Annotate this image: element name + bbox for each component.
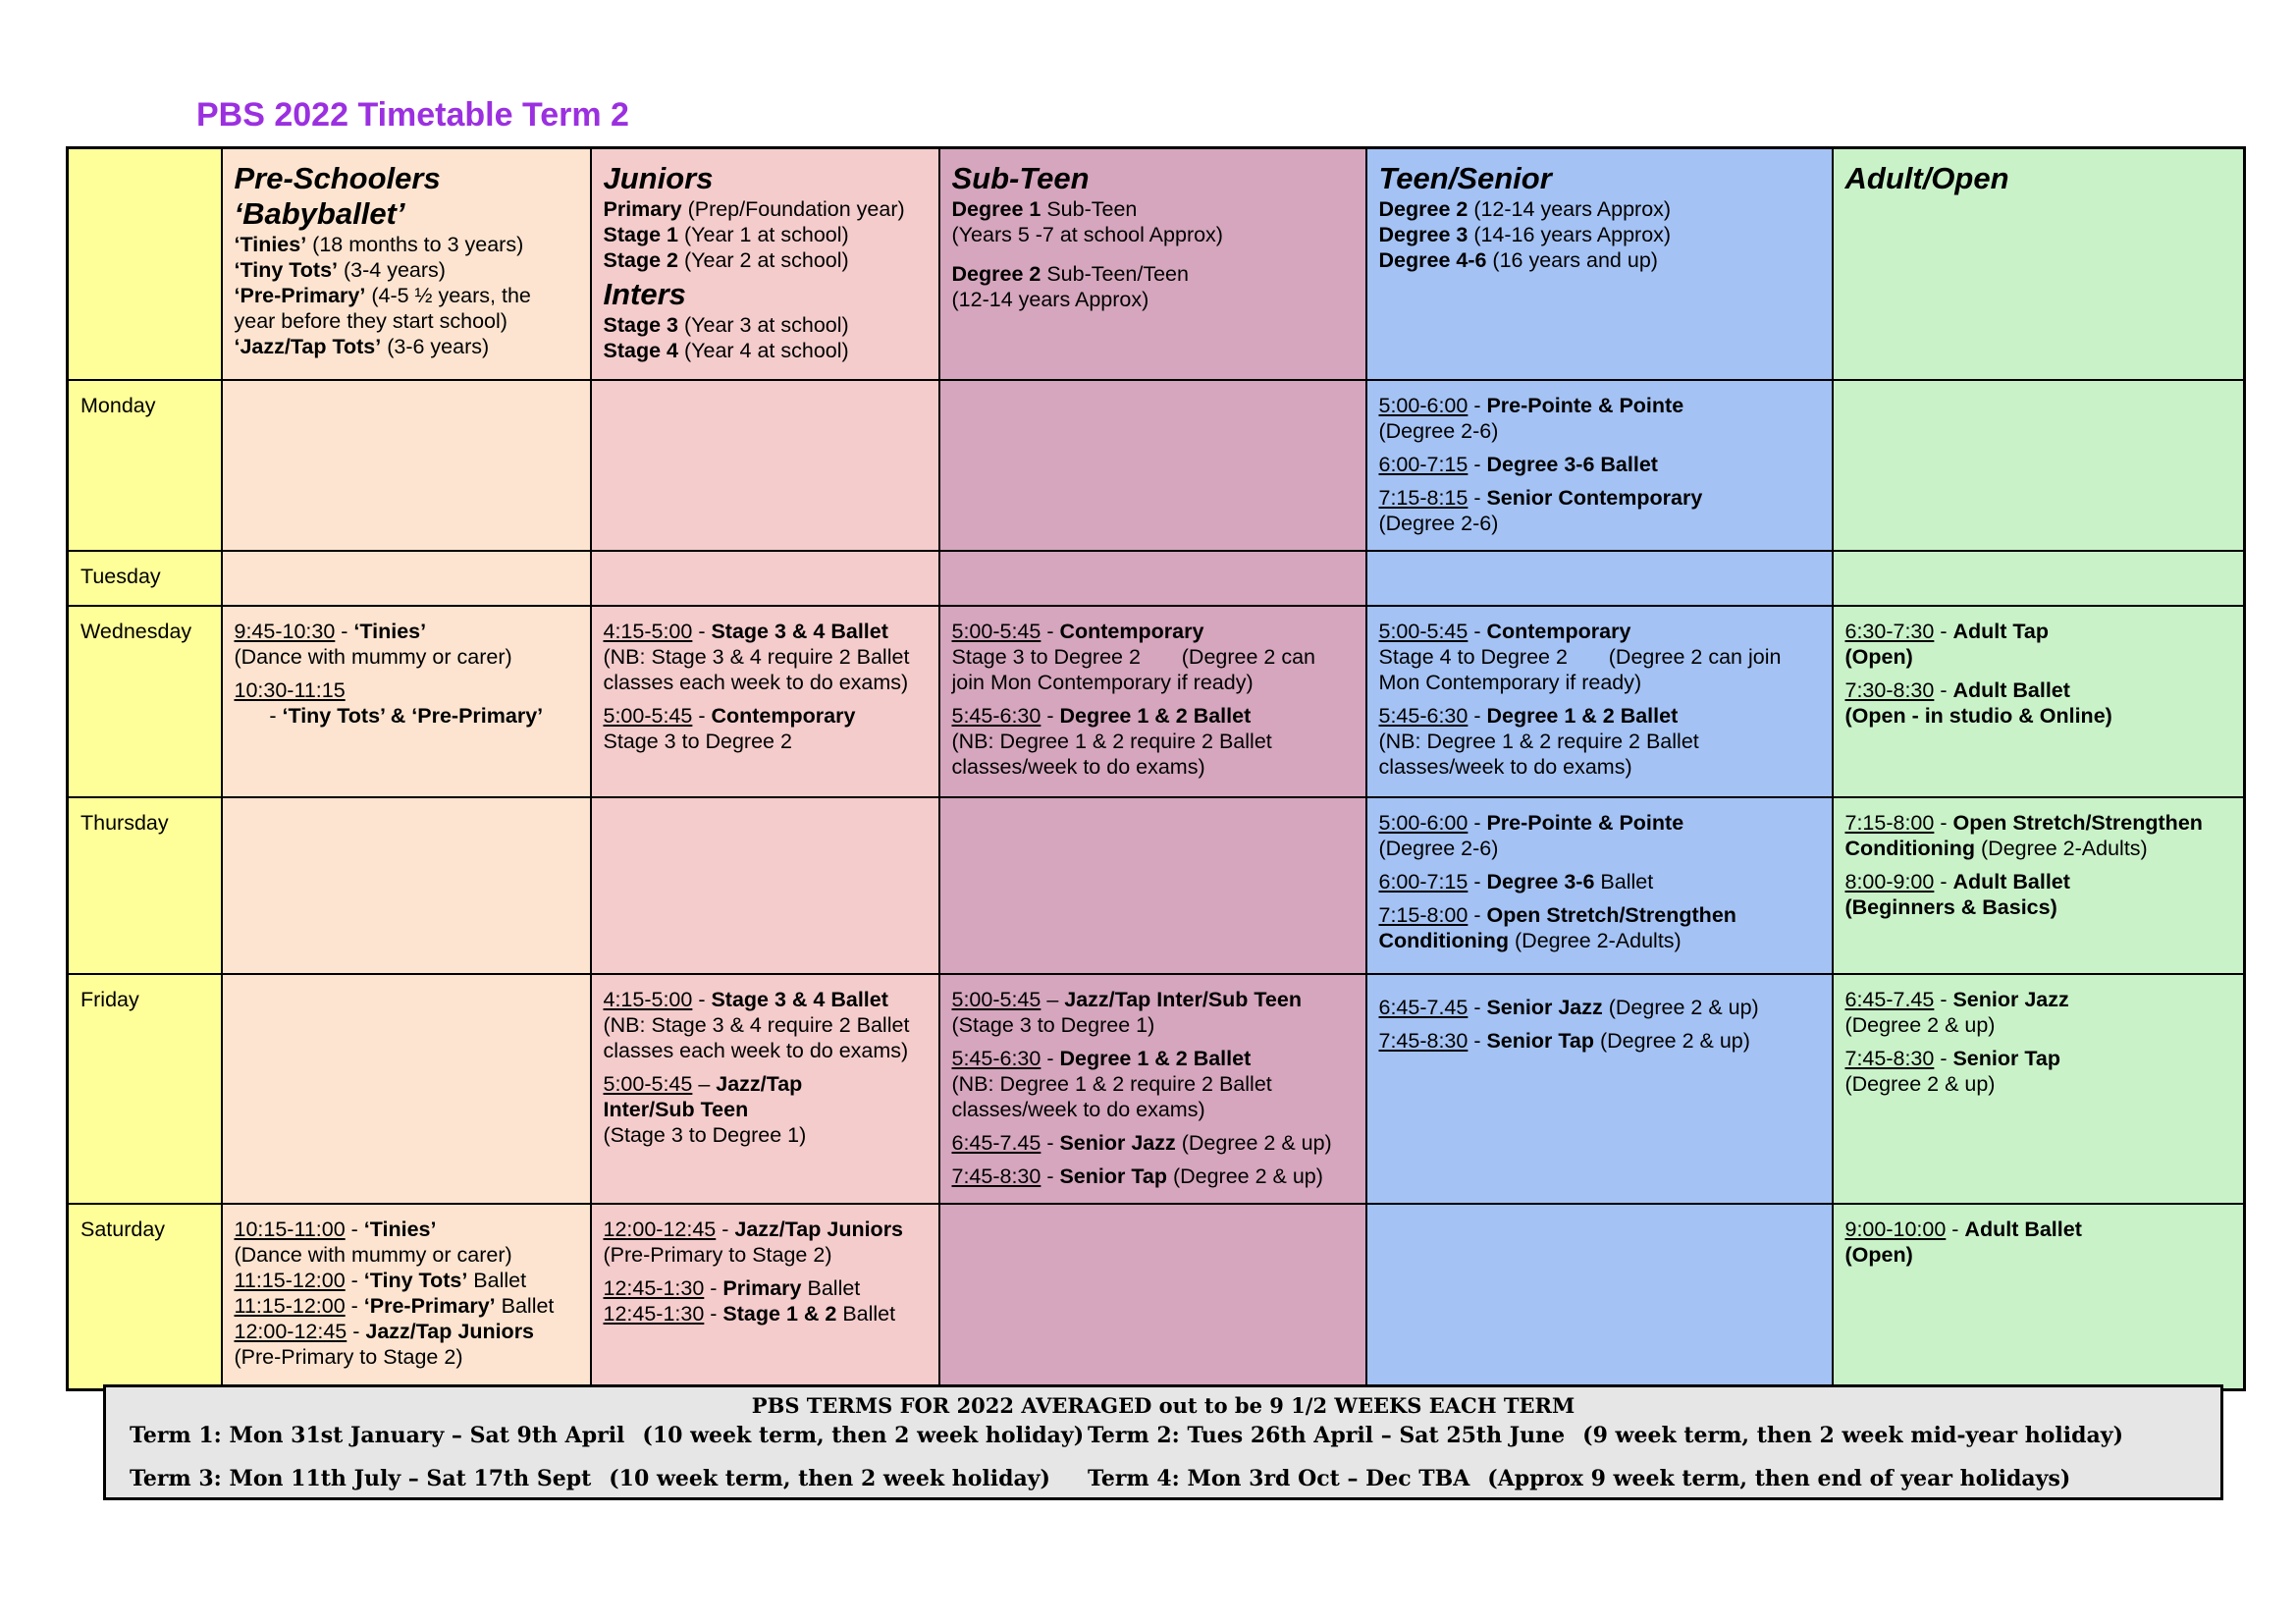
term-2	[1088, 1423, 2123, 1448]
class-detail: (NB: Stage 3 & 4 require 2 Ballet classes each week to do exams)	[603, 644, 910, 694]
class-detail: (Stage 3 to Degree 1)	[603, 1122, 807, 1147]
group-description-line	[952, 222, 1354, 247]
time-slot: 6:45-7.45	[1844, 987, 1935, 1011]
class-detail: -	[716, 1217, 735, 1241]
class-detail: (Year 2 at school)	[677, 248, 849, 272]
class-entry	[235, 1217, 578, 1370]
term-1	[130, 1423, 1084, 1448]
corner-cell	[68, 148, 222, 380]
class-entry	[952, 1164, 1354, 1189]
class-detail: (4-5 ½ years, the year before they start school)	[234, 284, 537, 333]
class-name: Jazz/Tap Juniors	[365, 1319, 535, 1343]
time-slot: 5:00-5:45	[1378, 619, 1468, 643]
schedule-cell	[1833, 1204, 2245, 1390]
term-note: (10 week term, then 2 week holiday)	[609, 1466, 1050, 1491]
class-entry	[1845, 1046, 2232, 1097]
schedule-cell	[939, 1204, 1366, 1390]
day-label: Monday	[68, 380, 222, 551]
group-description-line	[952, 261, 1354, 287]
time-slot: 7:45-8:30	[1378, 1028, 1468, 1053]
class-detail: (Prep/Foundation year)	[681, 197, 905, 221]
class-entry	[1845, 677, 2232, 729]
group-name-secondary: ‘Babyballet’	[234, 196, 405, 231]
class-detail: -	[692, 987, 712, 1011]
time-slot: 7:15-8:15	[1378, 485, 1468, 510]
schedule-cell	[591, 1204, 939, 1390]
group-description-line	[952, 247, 1354, 261]
class-detail: -	[1041, 1130, 1060, 1155]
class-detail: -	[1934, 1046, 1953, 1070]
class-entry	[604, 1275, 927, 1326]
class-detail: -	[1468, 1028, 1487, 1053]
class-detail: -	[345, 1217, 364, 1241]
term-note: (Approx 9 week term, then end of year holidays)	[1487, 1466, 2071, 1491]
class-name: Stage 1 & 2	[722, 1301, 837, 1326]
group-header-3	[1366, 148, 1833, 380]
class-detail: (16 years and up)	[1486, 248, 1658, 272]
group-header-row	[68, 148, 2245, 380]
class-detail: (NB: Degree 1 & 2 require 2 Ballet classes/week to do exams)	[1378, 729, 1699, 779]
term-dates: Term 3: Mon 11th July – Sat 17th Sept	[130, 1466, 592, 1491]
class-detail: -	[269, 703, 277, 728]
group-description-line	[1379, 222, 1820, 247]
class-entry	[604, 1071, 927, 1148]
class-detail: (3-6 years)	[381, 335, 490, 358]
group-description-line	[604, 222, 927, 247]
class-detail: -	[1468, 485, 1487, 510]
class-name: Adult Ballet (Beginners & Basics)	[1844, 869, 2070, 919]
time-slot: 5:00-5:45	[603, 703, 693, 728]
class-detail: (14-16 years Approx)	[1468, 223, 1672, 246]
class-detail: -	[704, 1301, 723, 1326]
class-detail: -	[1468, 393, 1487, 417]
class-name: ‘Pre-Primary’	[234, 284, 366, 307]
class-detail: Stage 3 to Degree 2	[603, 729, 792, 753]
class-name: Stage 2	[603, 248, 678, 272]
time-slot: 11:15-12:00	[234, 1293, 346, 1318]
class-detail: -	[1468, 995, 1487, 1019]
class-detail: (Degree 2-Adults)	[1975, 836, 2148, 860]
class-detail: (Year 4 at school)	[677, 339, 849, 362]
class-detail: Stage 4 to Degree 2 (Degree 2 can join Mon Contemporary if ready)	[1378, 644, 1782, 694]
class-name: Degree 1	[951, 197, 1041, 221]
class-detail: -	[1934, 987, 1953, 1011]
timetable	[66, 146, 2246, 1391]
class-detail: -	[1468, 703, 1487, 728]
class-detail: -	[1041, 1164, 1060, 1188]
class-name: ‘Pre-Primary’	[363, 1293, 496, 1318]
schedule-cell	[1833, 974, 2245, 1204]
class-entry	[1379, 810, 1820, 861]
class-detail: (Degree 2 & up)	[1593, 1028, 1750, 1053]
schedule-cell	[1366, 551, 1833, 606]
group-description-line	[604, 312, 927, 338]
day-row-tuesday	[68, 551, 2245, 606]
class-name: ‘Tinies’	[234, 233, 307, 256]
class-entry	[235, 619, 578, 670]
class-entry	[952, 703, 1354, 780]
class-name: Senior Tap	[1059, 1164, 1167, 1188]
time-slot: 6:30-7:30	[1844, 619, 1935, 643]
class-entry	[604, 703, 927, 754]
term-dates: Term 1: Mon 31st January – Sat 9th April	[130, 1423, 625, 1448]
schedule-cell	[1833, 380, 2245, 551]
class-detail: –	[692, 1071, 717, 1096]
group-description-line	[952, 287, 1354, 312]
schedule-cell	[222, 380, 591, 551]
class-name: Primary	[603, 197, 682, 221]
class-entry	[1379, 452, 1820, 477]
class-name: Jazz/Tap Juniors	[734, 1217, 904, 1241]
class-entry	[1845, 619, 2232, 670]
terms-box	[103, 1384, 2223, 1500]
class-name: Open Stretch/Strengthen Conditioning	[1378, 902, 1736, 952]
schedule-cell	[1833, 606, 2245, 797]
class-name: Senior Jazz	[1952, 987, 2069, 1011]
class-detail: Ballet	[836, 1301, 896, 1326]
class-name: Stage 3 & 4 Ballet	[711, 619, 888, 643]
time-slot: 12:00-12:45	[234, 1319, 347, 1343]
group-description-line	[604, 196, 927, 222]
time-slot: 4:15-5:00	[603, 619, 693, 643]
class-name: Degree 1 & 2 Ballet	[1059, 703, 1252, 728]
time-slot: 6:00-7:15	[1378, 452, 1468, 476]
class-entry	[604, 1217, 927, 1268]
schedule-cell	[939, 380, 1366, 551]
class-entry	[604, 987, 927, 1063]
class-name: Adult Ballet (Open - in studio & Online)	[1844, 677, 2112, 728]
class-entry	[1379, 1028, 1820, 1054]
schedule-cell	[591, 974, 939, 1204]
class-name: Adult Tap (Open)	[1844, 619, 2049, 669]
class-detail: -	[1946, 1217, 1965, 1241]
class-name: Degree 2	[951, 262, 1041, 286]
class-name: Contemporary	[1486, 619, 1631, 643]
schedule-cell	[591, 797, 939, 974]
class-detail: (NB: Stage 3 & 4 require 2 Ballet classes each week to do exams)	[603, 1012, 910, 1062]
day-label: Thursday	[68, 797, 222, 974]
class-entry	[604, 619, 927, 695]
class-detail: -	[1468, 902, 1487, 927]
day-row-friday	[68, 974, 2245, 1204]
class-detail: -	[704, 1275, 723, 1300]
time-slot: 12:45-1:30	[603, 1301, 705, 1326]
group-header-0	[222, 148, 591, 380]
group-description-line	[235, 334, 578, 359]
day-row-monday	[68, 380, 2245, 551]
time-slot: 7:45-8:30	[1844, 1046, 1935, 1070]
class-detail: (Pre-Primary to Stage 2)	[603, 1242, 832, 1267]
term-4	[1088, 1466, 2070, 1491]
class-detail: Ballet	[1594, 869, 1654, 893]
class-name: Senior Jazz	[1059, 1130, 1176, 1155]
class-detail: (Degree 2 & up)	[1175, 1130, 1332, 1155]
class-name: ‘Tiny Tots’ & ‘Pre-Primary’	[282, 703, 544, 728]
time-slot: 8:00-9:00	[1844, 869, 1935, 893]
class-name: Primary	[722, 1275, 802, 1300]
time-slot: 5:00-6:00	[1378, 393, 1468, 417]
class-name: ‘Jazz/Tap Tots’	[234, 335, 382, 358]
time-slot: 5:45-6:30	[951, 1046, 1041, 1070]
class-entry	[1845, 1217, 2232, 1268]
class-detail: (Years 5 -7 at school Approx)	[951, 223, 1223, 246]
group-description-line	[604, 247, 927, 273]
schedule-cell	[939, 606, 1366, 797]
schedule-cell	[1366, 380, 1833, 551]
group-name: Pre-Schoolers	[234, 161, 441, 195]
day-row-saturday	[68, 1204, 2245, 1390]
class-detail: -	[1041, 1046, 1060, 1070]
class-entry	[1379, 995, 1820, 1020]
class-name: Degree 1 & 2 Ballet	[1059, 1046, 1252, 1070]
class-name: Stage 3	[603, 313, 678, 337]
class-entry	[1845, 987, 2232, 1038]
class-name: Degree 3-6 Ballet	[1486, 452, 1658, 476]
class-detail: (Degree 2 & up)	[1166, 1164, 1323, 1188]
class-entry	[1379, 703, 1820, 780]
class-entry	[952, 1046, 1354, 1122]
class-name: Senior Jazz	[1486, 995, 1603, 1019]
group-description-line	[235, 283, 578, 334]
schedule-cell	[591, 606, 939, 797]
class-detail: -	[335, 619, 354, 643]
class-detail: -	[1468, 619, 1487, 643]
schedule-cell	[939, 551, 1366, 606]
time-slot: 10:30-11:15	[234, 677, 346, 702]
class-name: ‘Tiny Tots’	[234, 258, 339, 282]
time-slot: 5:00-6:00	[1378, 810, 1468, 835]
class-entry	[1379, 869, 1820, 894]
time-slot: 12:45-1:30	[603, 1275, 705, 1300]
class-entry	[952, 619, 1354, 695]
group-name: Juniors	[603, 161, 714, 195]
class-detail: -	[345, 1268, 364, 1292]
class-name: Senior Tap	[1952, 1046, 2060, 1070]
class-detail: -	[1468, 869, 1487, 893]
schedule-cell	[939, 974, 1366, 1204]
group-subname: Inters	[603, 277, 686, 311]
class-detail: –	[1041, 987, 1065, 1011]
class-detail: -	[1041, 619, 1060, 643]
class-detail: Ballet	[501, 1293, 555, 1318]
schedule-cell	[591, 551, 939, 606]
class-entry	[952, 1130, 1354, 1156]
day-label: Saturday	[68, 1204, 222, 1390]
time-slot: 12:00-12:45	[603, 1217, 717, 1241]
time-slot: 6:45-7.45	[951, 1130, 1041, 1155]
class-entry	[1379, 393, 1820, 444]
class-detail: -	[692, 619, 712, 643]
schedule-cell	[591, 380, 939, 551]
class-detail: (12-14 years Approx)	[951, 288, 1149, 311]
class-detail: (Degree 2-Adults)	[1509, 928, 1682, 952]
class-detail: -	[1934, 869, 1953, 893]
class-name: Pre-Pointe & Pointe	[1486, 810, 1684, 835]
class-entry	[1379, 619, 1820, 695]
class-name: ‘Tiny Tots’	[363, 1268, 468, 1292]
class-detail: (Dance with mummy or carer)	[234, 1242, 512, 1267]
class-detail: (Degree 2-6)	[1378, 836, 1499, 860]
class-detail: Sub-Teen/Teen	[1041, 262, 1189, 286]
terms-heading: PBS TERMS FOR 2022 AVERAGED out to be 9 1/2 WEEKS EACH TERM	[751, 1393, 1575, 1418]
group-description-line	[1379, 247, 1820, 273]
class-detail: (Stage 3 to Degree 1)	[951, 1012, 1155, 1037]
schedule-cell	[222, 606, 591, 797]
time-slot: 7:30-8:30	[1844, 677, 1935, 702]
class-entry	[1379, 485, 1820, 536]
class-detail: Stage 3 to Degree 2 (Degree 2 can join Mon Contemporary if ready)	[951, 644, 1315, 694]
time-slot: 7:15-8:00	[1844, 810, 1935, 835]
class-name: Jazz/Tap Inter/Sub Teen	[603, 1071, 803, 1121]
time-slot: 7:15-8:00	[1378, 902, 1468, 927]
class-detail: (Pre-Primary to Stage 2)	[234, 1344, 463, 1369]
class-detail: (Degree 2 & up)	[1844, 1071, 1996, 1096]
group-header-2	[939, 148, 1366, 380]
time-slot: 11:15-12:00	[234, 1268, 346, 1292]
schedule-cell	[939, 797, 1366, 974]
group-header-1	[591, 148, 939, 380]
day-row-wednesday	[68, 606, 2245, 797]
schedule-cell	[222, 1204, 591, 1390]
class-name: Adult Ballet (Open)	[1844, 1217, 2082, 1267]
class-name: Senior Tap	[1486, 1028, 1594, 1053]
class-detail: (Degree 2 & up)	[1602, 995, 1759, 1019]
class-name: Stage 3 & 4 Ballet	[711, 987, 888, 1011]
day-row-thursday	[68, 797, 2245, 974]
schedule-cell	[1366, 606, 1833, 797]
schedule-cell	[1366, 974, 1833, 1204]
class-detail: -	[1468, 810, 1487, 835]
class-detail: -	[1934, 677, 1953, 702]
class-detail: (Year 3 at school)	[677, 313, 849, 337]
term-note: (10 week term, then 2 week holiday)	[642, 1423, 1085, 1448]
class-name: Jazz/Tap Inter/Sub Teen	[1064, 987, 1302, 1011]
class-detail: Sub-Teen	[1041, 197, 1138, 221]
schedule-cell	[1833, 551, 2245, 606]
class-name: ‘Tinies’	[353, 619, 427, 643]
page-title: PBS 2022 Timetable Term 2	[196, 96, 629, 134]
time-slot: 5:00-5:45	[951, 619, 1041, 643]
class-name: Open Stretch/Strengthen Conditioning	[1844, 810, 2203, 860]
class-name: Degree 4-6	[1378, 248, 1487, 272]
class-detail: (18 months to 3 years)	[306, 233, 524, 256]
class-entry	[235, 677, 578, 729]
schedule-cell	[222, 797, 591, 974]
time-slot: 5:45-6:30	[951, 703, 1041, 728]
day-label: Tuesday	[68, 551, 222, 606]
group-name: Adult/Open	[1844, 161, 2009, 195]
class-detail: (Degree 2-6)	[1378, 511, 1499, 535]
class-detail: (12-14 years Approx)	[1468, 197, 1672, 221]
class-detail: -	[345, 1293, 364, 1318]
time-slot: 5:00-5:45	[951, 987, 1041, 1011]
class-detail: (Dance with mummy or carer)	[234, 644, 512, 669]
time-slot: 9:45-10:30	[234, 619, 336, 643]
class-detail: (Degree 2-6)	[1378, 418, 1499, 443]
group-description-line	[952, 196, 1354, 222]
class-entry	[1845, 810, 2232, 861]
time-slot: 6:00-7:15	[1378, 869, 1468, 893]
class-entry	[952, 987, 1354, 1038]
group-description-line	[235, 257, 578, 283]
group-name: Sub-Teen	[951, 161, 1090, 195]
schedule-cell	[222, 551, 591, 606]
class-detail: (3-4 years)	[338, 258, 446, 282]
class-detail: -	[1934, 810, 1953, 835]
class-detail: (Year 1 at school)	[677, 223, 849, 246]
group-description-line	[1379, 196, 1820, 222]
schedule-cell	[1833, 797, 2245, 974]
class-name: Degree 2	[1378, 197, 1468, 221]
group-description-line	[235, 232, 578, 257]
group-header-4	[1833, 148, 2245, 380]
term-dates: Term 4: Mon 3rd Oct – Dec TBA	[1088, 1466, 1470, 1491]
time-slot: 10:15-11:00	[234, 1217, 346, 1241]
class-detail: Ballet	[807, 1275, 861, 1300]
time-slot: 7:45-8:30	[951, 1164, 1041, 1188]
class-detail: -	[347, 1319, 366, 1343]
class-detail: (NB: Degree 1 & 2 require 2 Ballet classes/week to do exams)	[951, 1071, 1272, 1121]
group-description-line	[604, 338, 927, 363]
class-name: Senior Contemporary	[1486, 485, 1703, 510]
class-name: Stage 4	[603, 339, 678, 362]
time-slot: 5:45-6:30	[1378, 703, 1468, 728]
day-label: Friday	[68, 974, 222, 1204]
class-detail: (Degree 2 & up)	[1844, 1012, 1996, 1037]
class-detail: -	[1468, 452, 1487, 476]
class-detail: (NB: Degree 1 & 2 require 2 Ballet classes/week to do exams)	[951, 729, 1272, 779]
class-name: Contemporary	[1059, 619, 1204, 643]
class-detail: -	[1934, 619, 1953, 643]
group-name: Teen/Senior	[1378, 161, 1552, 195]
time-slot: 6:45-7.45	[1378, 995, 1468, 1019]
class-name: Degree 3	[1378, 223, 1468, 246]
time-slot: 9:00-10:00	[1844, 1217, 1947, 1241]
time-slot: 5:00-5:45	[603, 1071, 693, 1096]
class-detail: -	[692, 703, 712, 728]
schedule-cell	[222, 974, 591, 1204]
class-entry	[1845, 869, 2232, 920]
class-detail: -	[1041, 703, 1060, 728]
class-name: Stage 1	[603, 223, 678, 246]
schedule-cell	[1366, 1204, 1833, 1390]
term-3	[130, 1466, 1050, 1491]
class-entry	[1379, 902, 1820, 953]
class-name: Degree 1 & 2 Ballet	[1486, 703, 1679, 728]
class-name: Pre-Pointe & Pointe	[1486, 393, 1684, 417]
class-detail: Ballet	[473, 1268, 527, 1292]
time-slot: 4:15-5:00	[603, 987, 693, 1011]
class-name: ‘Tinies’	[363, 1217, 437, 1241]
day-label: Wednesday	[68, 606, 222, 797]
schedule-cell	[1366, 797, 1833, 974]
term-dates: Term 2: Tues 26th April – Sat 25th June	[1088, 1423, 1566, 1448]
class-name: Contemporary	[711, 703, 856, 728]
class-name: Degree 3-6	[1486, 869, 1595, 893]
term-note: (9 week term, then 2 week mid-year holiday)	[1582, 1423, 2123, 1448]
